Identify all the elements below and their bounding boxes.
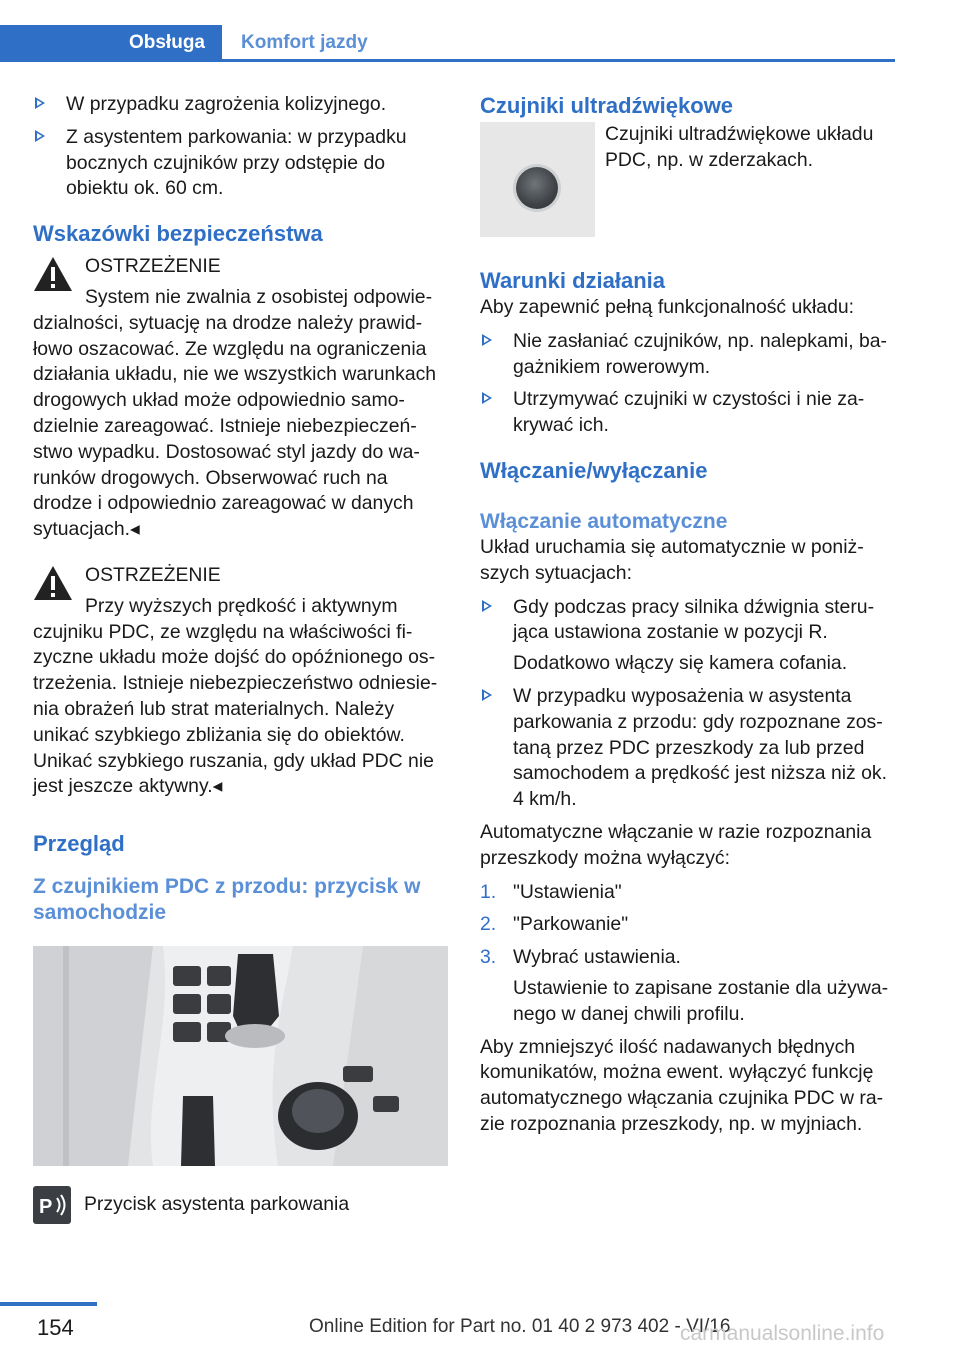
footer-rule (0, 1302, 97, 1306)
step-number: 2. (480, 913, 497, 936)
auto-heading: Włączanie automatyczne (480, 509, 728, 533)
list-item (480, 684, 895, 813)
warning-2-title: OSTRZEŻENIE (85, 563, 221, 586)
tab-obsluga-label: Obsługa (128, 32, 205, 53)
step-item (480, 880, 895, 906)
auto-intro: Układ uruchamia się automatycznie w poniż-szych sytuacjach: (480, 535, 864, 584)
warning-block-2 (33, 563, 448, 800)
tab-komfort-jazdy[interactable] (241, 25, 368, 59)
list-item (33, 92, 448, 118)
conditions-list (480, 329, 895, 439)
triangle-bullet-icon (482, 600, 492, 612)
right-column (480, 92, 895, 1138)
step-text: "Ustawienia" (513, 880, 622, 903)
triangle-bullet-icon (482, 392, 492, 404)
step-subtext: Ustawienie to zapisane zostanie dla używa-nego w danej chwili profilu. (513, 976, 889, 1025)
console-illustration (33, 946, 448, 1166)
top-bullet-list (33, 92, 448, 202)
watermark: carmanualsonline.info (680, 1322, 885, 1345)
left-column (33, 92, 448, 1224)
warning-2-text: Przy wyższych prędkość i aktywnym czujniku PDC, ze względu na właściwości fi-zyczne układu może dojść do opóźnionego os-trzeżenia. Istnieje niebezpieczeństwo odniesie-nia obrażeń lub strat materialnych. Należy unikać szybkiego zbliżania się do obiektów. Unikać szybkiego ruszania, gdy układ PDC nie jest jeszcze aktywny.◂ (33, 594, 438, 798)
list-item (480, 387, 895, 439)
warning-1-title: OSTRZEŻENIE (85, 255, 221, 278)
conditions-intro: Aby zapewnić pełną funkcjonalność układu: (480, 296, 855, 318)
list-item-subtext: Dodatkowo włączy się kamera cofania. (513, 652, 848, 675)
footer (0, 1302, 960, 1362)
list-item (480, 329, 895, 381)
list-item-text: Utrzymywać czujniki w czystości i nie za-krywać ich. (513, 388, 865, 437)
steps-list (480, 880, 895, 1028)
list-item-text: W przypadku zagrożenia kolizyjnego. (66, 93, 387, 115)
sensor-block (480, 122, 895, 237)
list-item-text: Nie zasłaniać czujników, np. nalepkami, ba-gażnikiem rowerowym. (513, 329, 887, 378)
header-tabs (0, 25, 895, 62)
safety-heading: Wskazówki bezpieczeństwa (33, 221, 323, 247)
edition-text: Online Edition for Part no. 01 40 2 973 402 - VI/16 (309, 1316, 731, 1337)
sensors-text: Czujniki ultradźwiękowe układu PDC, np. w zderzakach. (605, 123, 874, 171)
warning-1-text: System nie zwalnia z osobistej odpowie-dzialności, sytuację na drodze należy prawid-łowo oszacować. Ze względu na ograniczenia działania układu, nie we wszystkich warunkach drogowych układ może odpowiednio samo-dzielnie zareagować. Istnieje niebezpieczeń-stwo wypadku. Dostosować styl jazdy do wa-runków drogowych. Obserwować ruch na drodze i odpowiednio zareagować w danych sytuacjach.◂ (33, 285, 437, 541)
step-item (480, 912, 895, 938)
auto-off-text: Automatyczne włączanie w razie rozpoznania przeszkody można wyłączyć: (480, 820, 872, 869)
parking-assistant-button-icon (33, 1186, 71, 1224)
svg-text:P: P (39, 1196, 53, 1219)
onoff-heading: Włączanie/wyłączanie (480, 457, 708, 483)
triangle-bullet-icon (482, 334, 492, 346)
ultrasonic-sensor-photo (480, 122, 595, 237)
conditions-heading: Warunki działania (480, 268, 666, 293)
page-number: 154 (37, 1315, 74, 1340)
button-caption-text: Przycisk asystenta parkowania (84, 1193, 350, 1216)
closing-text: Aby zmniejszyć ilość nadawanych błędnych komunikatów, można ewent. wyłączyć funkcję automatycznego włączania czujnika PDC w ra-zie rozpoznania przeszkody, np. w myjniach. (480, 1035, 884, 1135)
list-item (480, 595, 895, 677)
step-number: 1. (480, 880, 497, 903)
step-number: 3. (480, 946, 497, 969)
header-rule (0, 59, 895, 62)
tab-komfort-jazdy-label: Komfort jazdy (241, 32, 368, 53)
parking-button-caption (33, 1186, 448, 1224)
triangle-bullet-icon (35, 97, 45, 109)
overview-heading: Przegląd (33, 831, 125, 857)
sensors-heading: Czujniki ultradźwiękowe (480, 93, 734, 118)
list-item (33, 125, 448, 202)
center-console-photo (33, 946, 448, 1166)
front-pdc-heading: Z czujnikiem PDC z przodu: przycisk w samochodzie (33, 875, 421, 925)
step-item (480, 945, 895, 1027)
tab-obsluga[interactable] (0, 25, 222, 59)
warning-triangle-icon (33, 565, 73, 601)
auto-list (480, 595, 895, 813)
list-item-text: Gdy podczas pracy silnika dźwignia steru-jąca ustawiona zostanie w pozycji R. (513, 595, 875, 644)
triangle-bullet-icon (35, 130, 45, 142)
triangle-bullet-icon (482, 689, 492, 701)
warning-triangle-icon (33, 256, 73, 292)
list-item-text: W przypadku wyposażenia w asystenta parkowania z przodu: gdy rozpoznane zos-taną przez PDC przeszkody za lub przed samochodem a prędkość jest niższa niż ok. 4 km/h. (513, 684, 887, 811)
step-text: Wybrać ustawienia. (513, 946, 681, 969)
sensor-icon (516, 167, 558, 209)
list-item-text: Z asystentem parkowania: w przypadku bocznych czujników przy odstępie do obiektu ok. 60 cm. (66, 125, 407, 200)
warning-block-1 (33, 254, 448, 543)
step-text: "Parkowanie" (513, 913, 629, 936)
